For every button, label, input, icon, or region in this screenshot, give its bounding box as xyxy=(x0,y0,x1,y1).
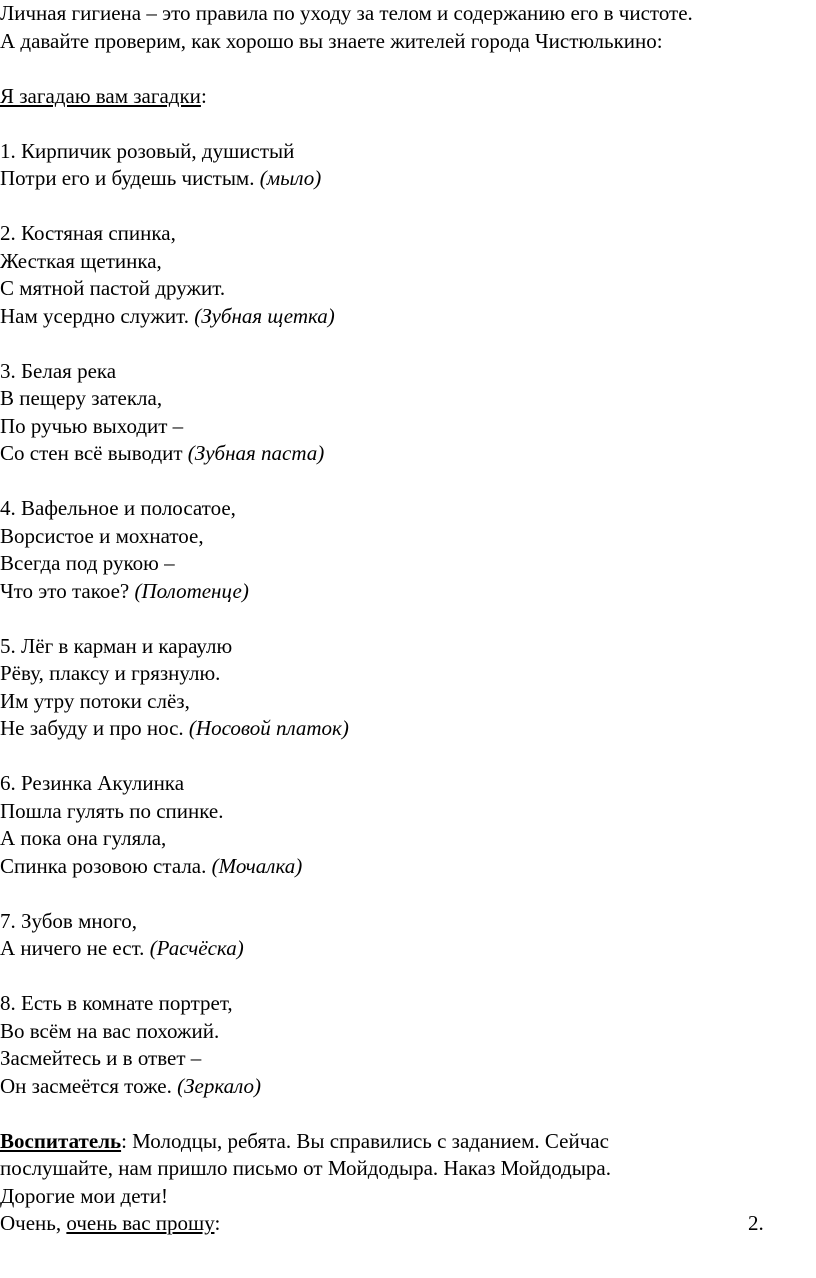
riddle-text: А ничего не ест. xyxy=(0,936,150,960)
riddle-3-line xyxy=(0,385,812,413)
riddle-8-line xyxy=(0,1045,812,1073)
riddle-text: Всегда под рукою – xyxy=(0,551,175,575)
riddle-text: 6. Резинка Акулинка xyxy=(0,771,185,795)
riddle-text: Жесткая щетинка, xyxy=(0,248,162,273)
riddle-text: Потри его и будешь чистым. xyxy=(0,166,260,190)
teacher-line-4 xyxy=(0,1210,812,1238)
riddle-text: 8. Есть в комнате портрет, xyxy=(0,991,233,1015)
spacer xyxy=(0,330,812,358)
riddle-text: Им утру потоки слёз, xyxy=(0,688,190,713)
riddle-answer: (Зубная щетка) xyxy=(194,303,335,328)
riddle-text: Во всём на вас похожий. xyxy=(0,1018,220,1043)
spacer xyxy=(0,743,812,771)
riddle-text: 1. Кирпичик розовый, душистый xyxy=(0,138,295,163)
riddle-answer: (Мочалка) xyxy=(211,853,303,878)
riddles-header-colon: : xyxy=(200,83,207,108)
riddle-3-line xyxy=(0,440,812,468)
teacher-line-3: Дорогие мои дети! xyxy=(0,1183,168,1208)
riddle-answer: (мыло) xyxy=(259,166,322,190)
riddle-text: По ручью выходит – xyxy=(0,413,184,438)
teacher-text-1: : Молодцы, ребята. Вы справились с заданием. Сейчас xyxy=(121,1128,609,1153)
riddle-4-line xyxy=(0,550,812,578)
riddle-text: 2. Костяная спинка, xyxy=(0,221,176,245)
riddle-4-line xyxy=(0,523,812,551)
riddle-text: С мятной пастой дружит. xyxy=(0,276,226,300)
riddle-text: 4. Вафельное и полосатое, xyxy=(0,496,236,520)
riddle-1-line xyxy=(0,138,812,166)
spacer xyxy=(0,1100,812,1128)
spacer xyxy=(0,193,812,221)
riddle-answer: (Носовой платок) xyxy=(188,716,349,740)
teacher-text-4c: : xyxy=(214,1211,221,1235)
riddle-6-line xyxy=(0,770,812,798)
riddle-6-line xyxy=(0,853,812,881)
intro-line-1: Личная гигиена – это правила по уходу за телом и содержанию его в чистоте. xyxy=(0,1,693,25)
riddle-text: Он засмеётся тоже. xyxy=(0,1073,178,1098)
riddle-text: Нам усердно служит. xyxy=(0,303,195,328)
riddle-text: Не забуду и про нос. xyxy=(0,716,189,740)
riddle-8-line xyxy=(0,1073,812,1101)
riddle-2-line xyxy=(0,220,812,248)
riddle-text: Засмейтесь и в ответ – xyxy=(0,1046,202,1070)
riddle-text: 3. Белая река xyxy=(0,358,117,383)
riddle-text: Со стен всё выводит xyxy=(0,441,188,465)
riddle-text: Что это такое? xyxy=(0,578,135,603)
riddle-8-line xyxy=(0,990,812,1018)
riddle-6-line xyxy=(0,825,812,853)
riddle-text: Рёву, плаксу и грязнулю. xyxy=(0,661,221,685)
riddles-header xyxy=(0,83,812,111)
riddle-7-line xyxy=(0,935,812,963)
riddle-4-line xyxy=(0,578,812,606)
teacher-line-1 xyxy=(0,1128,812,1156)
riddle-7-line xyxy=(0,908,812,936)
riddle-2-line xyxy=(0,303,812,331)
riddle-text: А пока она гуляла, xyxy=(0,826,167,850)
spacer xyxy=(0,963,812,991)
riddle-8-line xyxy=(0,1018,812,1046)
riddle-5-line xyxy=(0,660,812,688)
riddle-answer: (Полотенце) xyxy=(134,578,249,603)
riddle-answer: (Расчёска) xyxy=(149,936,244,960)
riddle-1-line xyxy=(0,165,812,193)
riddles-header-label: Я загадаю вам загадки xyxy=(0,83,201,108)
riddle-5-line xyxy=(0,688,812,716)
riddle-answer: (Зеркало) xyxy=(177,1073,262,1098)
riddle-5-line xyxy=(0,715,812,743)
riddle-text: В пещеру затекла, xyxy=(0,386,163,410)
riddle-text: Ворсистое и мохнатое, xyxy=(0,523,204,548)
riddle-2-line xyxy=(0,248,812,276)
teacher-line-2: послушайте, нам пришло письмо от Мойдодыра. Наказ Мойдодыра. xyxy=(0,1156,611,1180)
teacher-speaker: Воспитатель xyxy=(0,1128,122,1153)
riddle-text: Пошла гулять по спинке. xyxy=(0,798,224,823)
riddle-5-line xyxy=(0,633,812,661)
teacher-text-4b: очень вас прошу xyxy=(66,1211,215,1235)
riddle-6-line xyxy=(0,798,812,826)
riddle-3-line xyxy=(0,358,812,386)
riddle-4-line xyxy=(0,495,812,523)
riddle-2-line xyxy=(0,275,812,303)
spacer xyxy=(0,605,812,633)
spacer xyxy=(0,880,812,908)
riddles-list xyxy=(0,138,812,1128)
teacher-text-4a: Очень, xyxy=(0,1211,67,1235)
page-number: 2. xyxy=(748,1211,764,1235)
riddle-answer: (Зубная паста) xyxy=(187,441,325,465)
riddle-text: 5. Лёг в карман и караулю xyxy=(0,633,233,658)
riddle-3-line xyxy=(0,413,812,441)
spacer xyxy=(0,110,812,138)
intro-line-2: А давайте проверим, как хорошо вы знаете жителей города Чистюлькино: xyxy=(0,28,663,53)
spacer xyxy=(0,55,812,83)
riddle-text: 7. Зубов много, xyxy=(0,908,137,933)
spacer xyxy=(0,468,812,496)
riddle-text: Спинка розовою стала. xyxy=(0,853,212,878)
